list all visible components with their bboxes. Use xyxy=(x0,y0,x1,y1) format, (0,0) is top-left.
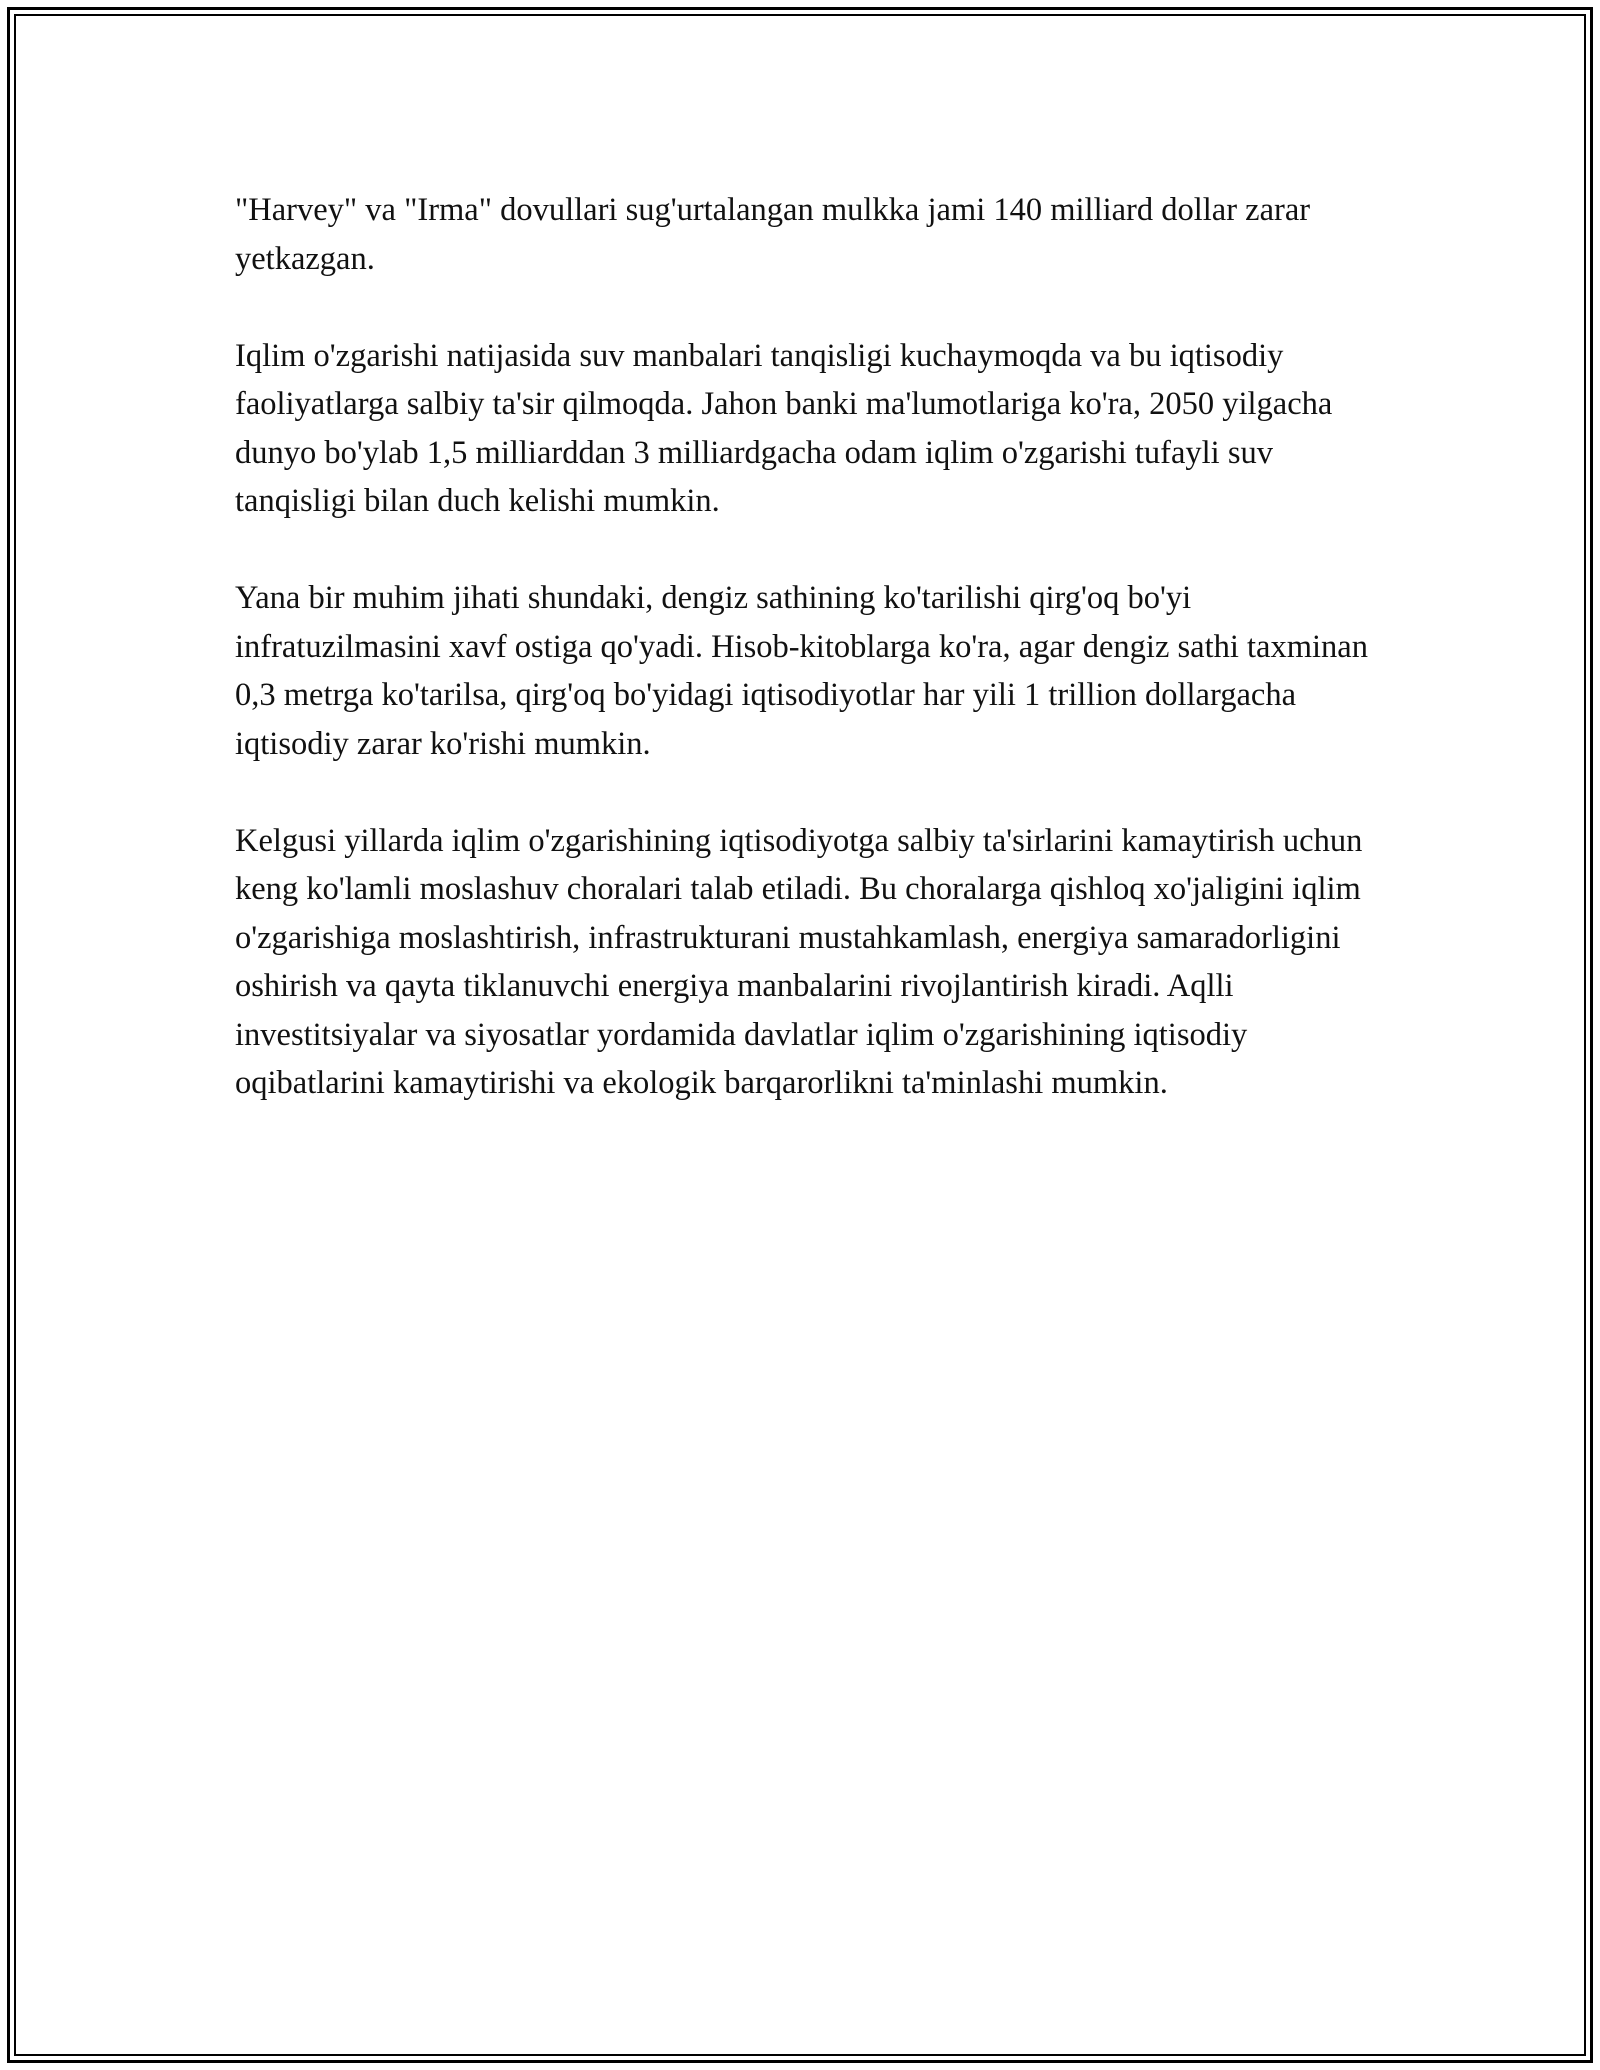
document-body xyxy=(235,186,1385,1156)
paragraph-adaptation-measures: Kelgusi yillarda iqlim o'zgarishining iqtisodiyotga salbiy ta'sirlarini kamaytirish uchun keng ko'lamli moslashuv choralari talab etiladi. Bu choralarga qishloq xo'jaligini iqlim o'zgarishiga moslashtirish, infrastrukturani mustahkamlash, energiya samaradorligini oshirish va qayta tiklanuvchi energiya manbalarini rivojlantirish kiradi. Aqlli investitsiyalar va siyosatlar yordamida davlatlar iqlim o'zgarishining iqtisodiy oqibatlarini kamaytirishi va ekologik barqarorlikni ta'minlashi mumkin. xyxy=(235,822,1363,1101)
paragraph-water-scarcity: Iqlim o'zgarishi natijasida suv manbalari tanqisligi kuchaymoqda va bu iqtisodiy faoliyatlarga salbiy ta'sir qilmoqda. Jahon banki ma'lumotlariga ko'ra, 2050 yilgacha dunyo bo'ylab 1,5 milliarddan 3 milliardgacha odam iqlim o'zgarishi tufayli suv tanqisligi bilan duch kelishi mumkin. xyxy=(235,337,1333,519)
paragraph-hurricane-damage: "Harvey" va "Irma" dovullari sug'urtalangan mulkka jami 140 milliard dollar zarar yetkazgan. xyxy=(235,192,1311,277)
paragraph-sea-level-rise: Yana bir muhim jihati shundaki, dengiz sathining ko'tarilishi qirg'oq bo'yi infratuzilmasini xavf ostiga qo'yadi. Hisob-kitoblarga ko'ra, agar dengiz sathi taxminan 0,3 metrga ko'tarilsa, qirg'oq bo'yidagi iqtisodiyotlar har yili 1 trillion dollargacha iqtisodiy zarar ko'rishi mumkin. xyxy=(235,580,1368,762)
